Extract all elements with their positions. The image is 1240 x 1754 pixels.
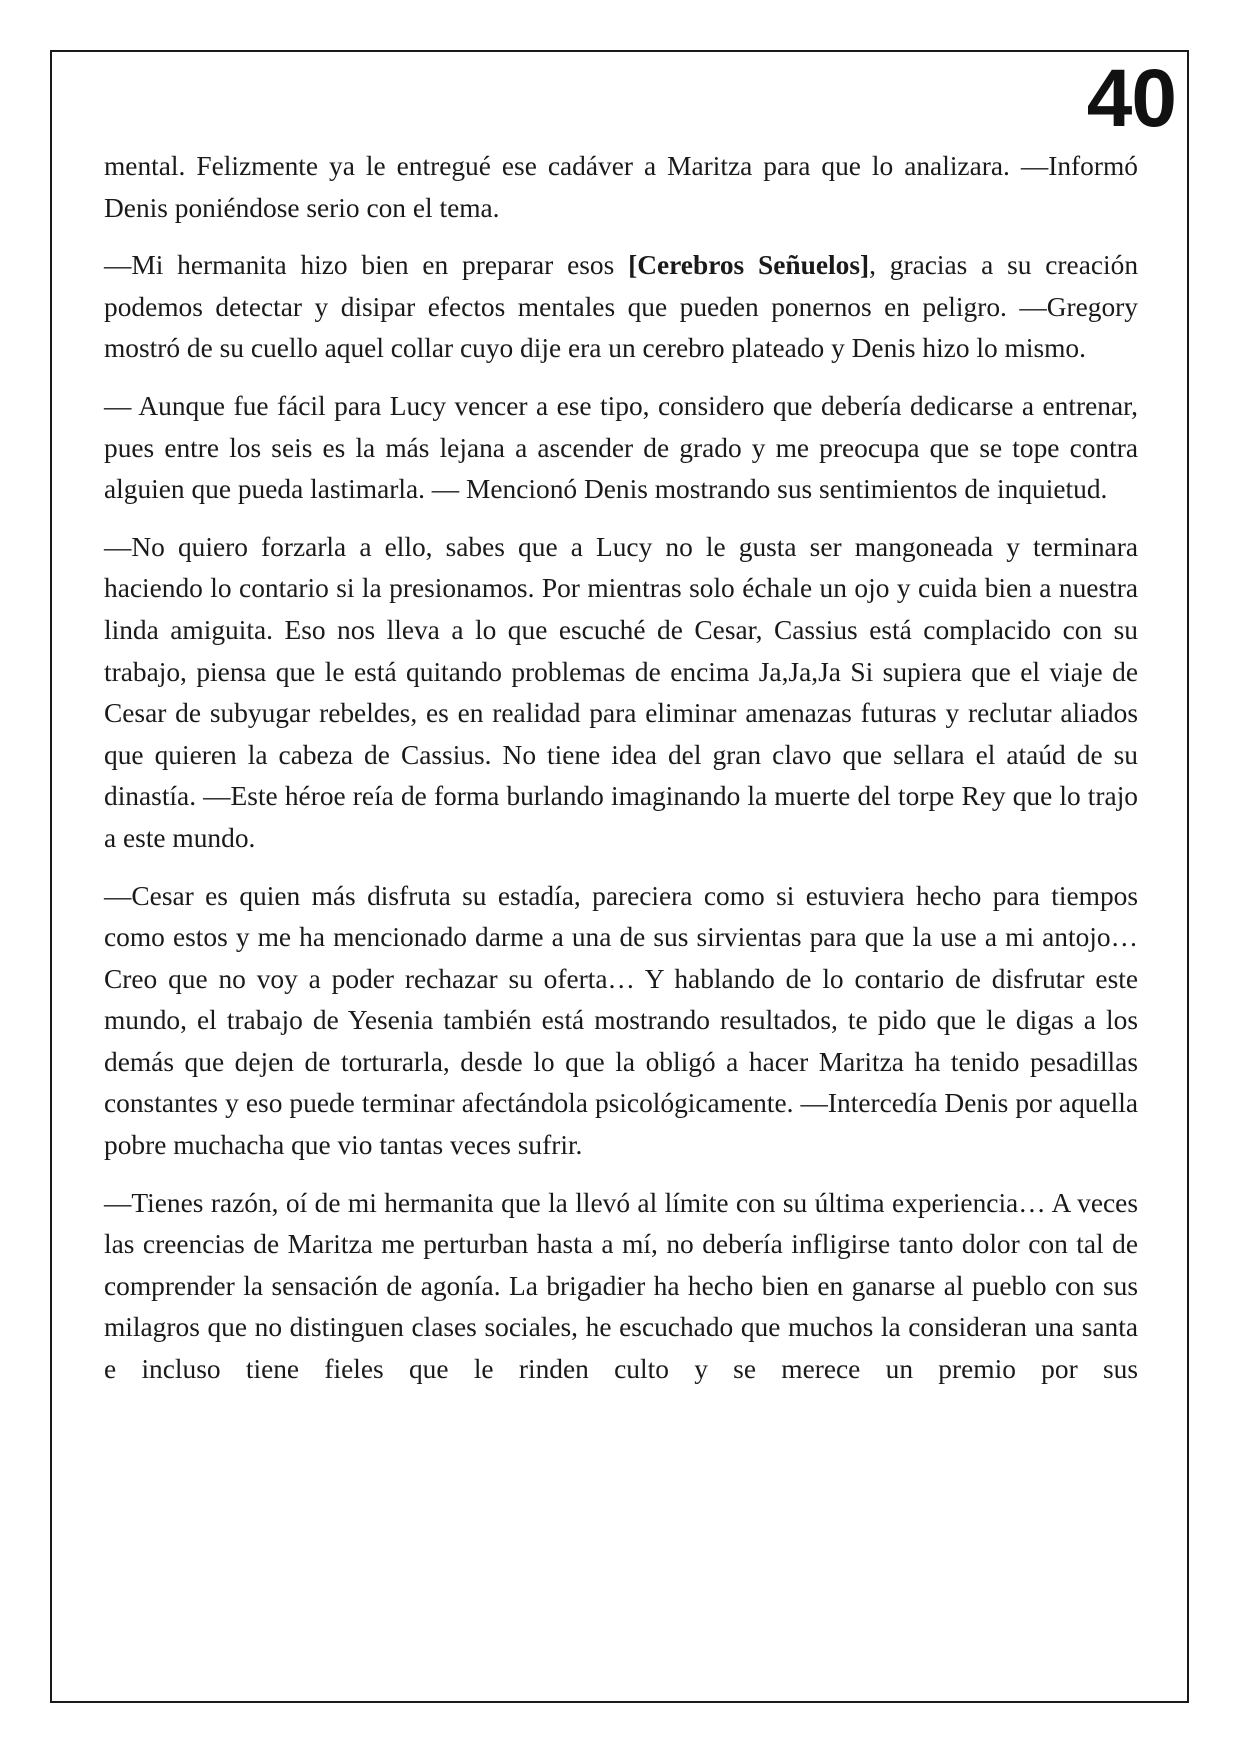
paragraph (104, 245, 1138, 370)
paragraph: —No quiero forzarla a ello, sabes que a Lucy no le gusta ser mangoneada y terminara haciendo lo contario si la presionamos. Por mientras solo échale un ojo y cuida bien a nuestra linda amiguita. Eso nos lleva a lo que escuché de Cesar, Cassius está complacido con su trabajo, piensa que le está quitando problemas de encima Ja,Ja,Ja Si supiera que el viaje de Cesar de subyugar rebeldes, es en realidad para eliminar amenazas futuras y reclutar aliados que quieren la cabeza de Cassius. No tiene idea del gran clavo que sellara el ataúd de su dinastía. —Este héroe reía de forma burlando imaginando la muerte del torpe Rey que lo trajo a este mundo. (104, 531, 1138, 853)
paragraph: mental. Felizmente ya le entregué ese cadáver a Maritza para que lo analizara. —Informó Denis poniéndose serio con el tema. (104, 151, 1138, 223)
bold-term: [Cerebros Señuelos] (628, 250, 870, 281)
paragraph: — Aunque fue fácil para Lucy vencer a ese tipo, considero que debería dedicarse a entrenar, pues entre los seis es la más lejana a ascender de grado y me preocupa que se tope contra alguien que pueda lastimarla. — Mencionó Denis mostrando sus sentimientos de inquietud. (104, 390, 1138, 505)
paragraph: —Cesar es quien más disfruta su estadía, pareciera como si estuviera hecho para tiempos como estos y me ha mencionado darme a una de sus sirvientas para que la use a mi antojo… Creo que no voy a poder rechazar su oferta… Y hablando de lo contario de disfrutar este mundo, el trabajo de Yesenia también está mostrando resultados, te pido que le digas a los demás que dejen de torturarla, desde lo que la obligó a hacer Maritza ha tenido pesadillas constantes y eso puede terminar afectándola psicológicamente. —Intercedía Denis por aquella pobre muchacha que vio tantas veces sufrir. (104, 880, 1138, 1161)
body-text (104, 146, 1138, 1407)
paragraph: —Tienes razón, oí de mi hermanita que la llevó al límite con su última experiencia… A veces las creencias de Maritza me perturban hasta a mí, no debería infligirse tanto dolor con tal de comprender la sensación de agonía. La brigadier ha hecho bien en ganarse al pueblo con sus milagros que no distinguen clases sociales, he escuchado que muchos la consideran una santa e incluso tiene fieles que le rinden culto y se merece un premio por sus (104, 1187, 1138, 1385)
paragraph-text: , gracias a su creación podemos detectar y disipar efectos mentales que pueden ponernos en peligro. —Gregory mostró de su cuello aquel collar cuyo dije era un cerebro plateado y Denis hizo lo mismo. (104, 250, 1139, 364)
page-number: 40 (1086, 53, 1176, 144)
paragraph-text: —Mi hermanita hizo bien en preparar esos (104, 250, 629, 281)
